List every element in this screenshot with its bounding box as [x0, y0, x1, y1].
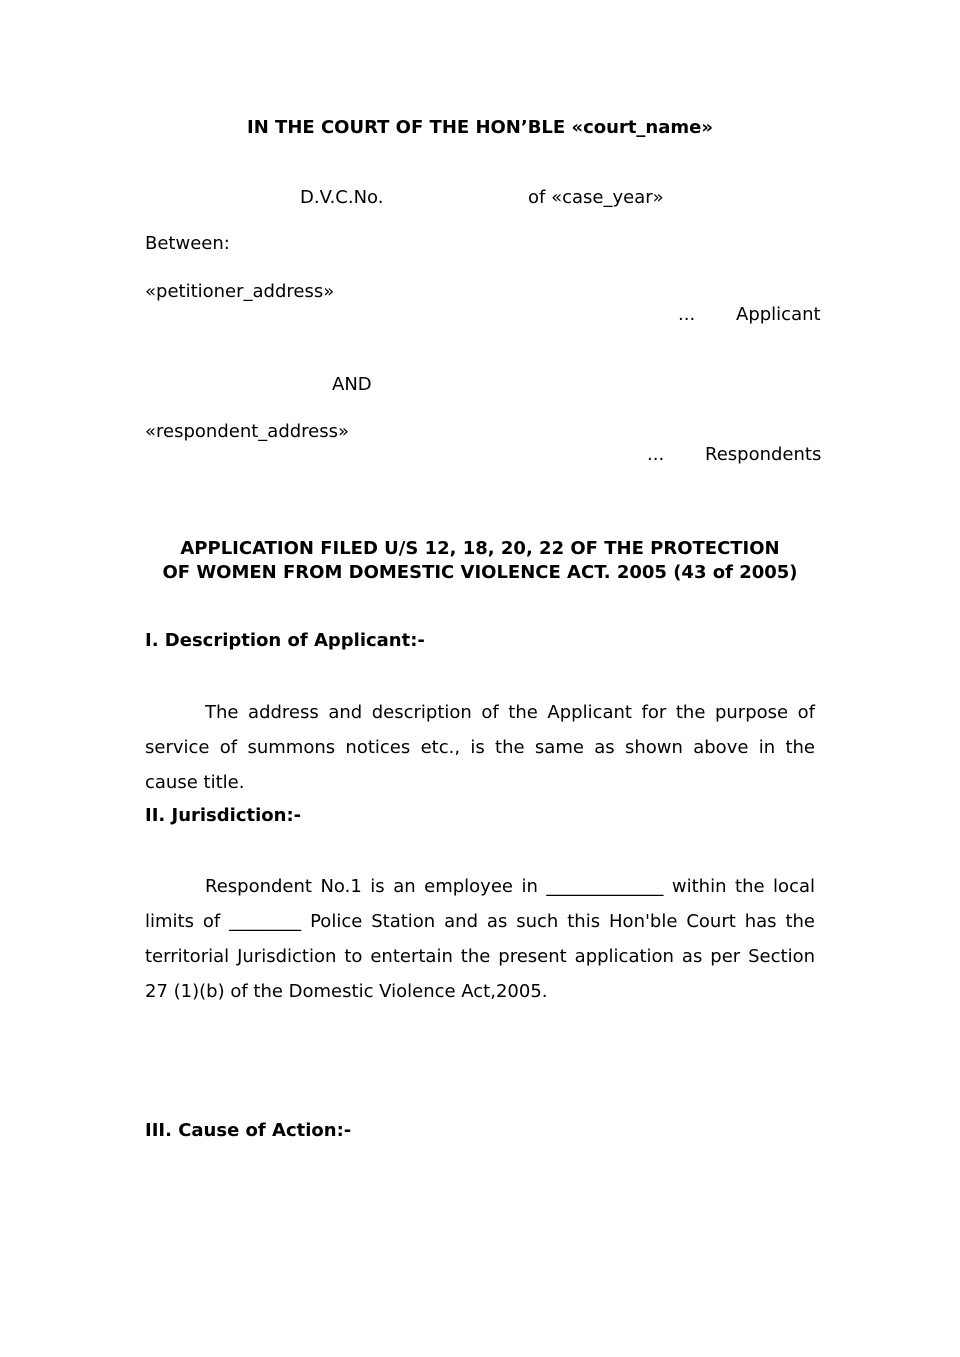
applicant-dots: ... — [678, 304, 696, 325]
applicant-label: Applicant — [736, 304, 821, 325]
jurisdiction-text: Respondent No.1 is an employee in _____________ within the local limits of ________ Police Station and as such this Hon'ble Court has the territorial Jurisdiction to entertain the present application as per Section 27 (1)(b) of the Domestic Violence Act,2005. — [145, 876, 815, 1002]
court-title: IN THE COURT OF THE HON’BLE «court_name» — [247, 117, 713, 138]
application-title-line-1: APPLICATION FILED U/S 12, 18, 20, 22 OF THE PROTECTION — [180, 538, 780, 559]
jurisdiction-heading: II. Jurisdiction:- — [145, 805, 302, 826]
application-title — [0, 537, 960, 585]
respondent-dots: ... — [647, 444, 665, 465]
between-label: Between: — [145, 233, 230, 254]
description-paragraph — [145, 695, 815, 800]
cause-of-action-heading: III. Cause of Action:- — [145, 1120, 352, 1141]
respondents-label: Respondents — [705, 444, 822, 465]
jurisdiction-paragraph — [145, 869, 815, 1009]
and-label: AND — [332, 374, 372, 395]
description-text: The address and description of the Applicant for the purpose of service of summons notices etc., is the same as shown above in the cause title. — [145, 702, 815, 793]
case-year: of «case_year» — [528, 187, 664, 208]
description-heading: I. Description of Applicant:- — [145, 630, 425, 651]
application-title-line-2: OF WOMEN FROM DOMESTIC VIOLENCE ACT. 2005 (43 of 2005) — [162, 562, 798, 583]
case-number-label: D.V.C.No. — [300, 187, 384, 208]
petitioner-address: «petitioner_address» — [145, 281, 335, 302]
respondent-address: «respondent_address» — [145, 421, 350, 442]
